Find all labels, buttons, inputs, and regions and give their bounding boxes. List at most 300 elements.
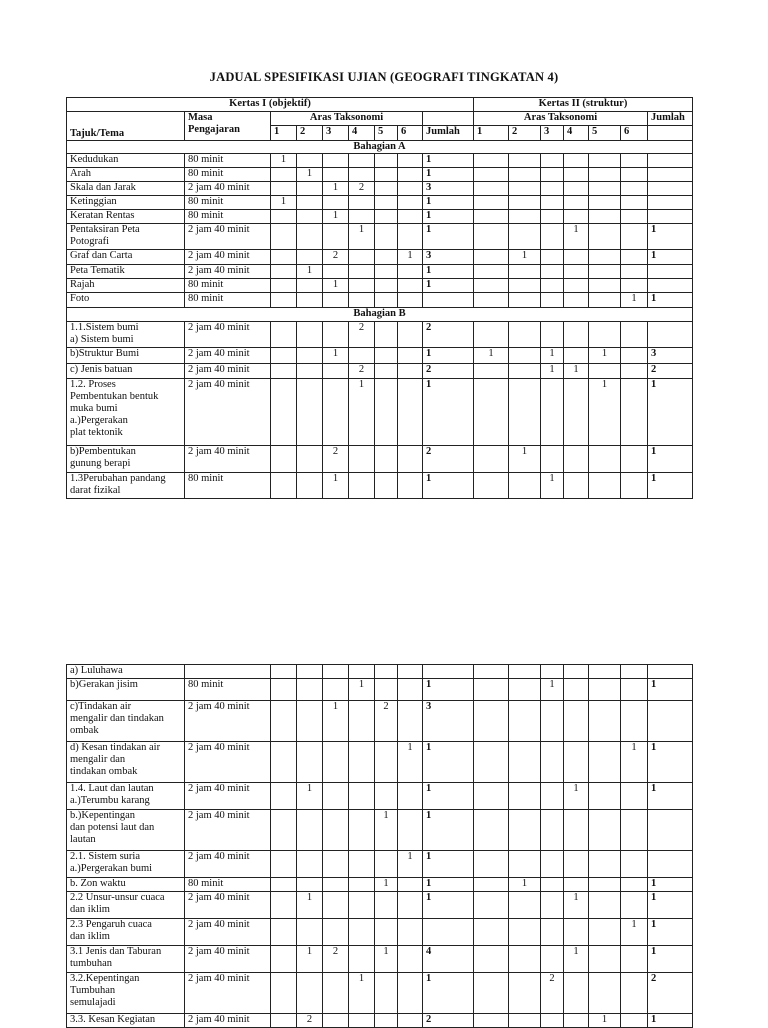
masa-cell: 2 jam 40 minit [185,224,271,250]
k1-level-cell [297,279,323,293]
k1-level-cell [375,279,398,293]
k2-level-cell [621,322,648,348]
k1-level-cell [323,379,349,446]
k1-level-cell [323,154,349,168]
k1-level-cell [375,348,398,364]
k1-level-cell [398,946,423,973]
section-b-header: Bahagian B [67,308,693,322]
k2-level-cell [541,379,564,446]
masa-cell: 2 jam 40 minit [185,322,271,348]
k1-level-cell [349,892,375,919]
k1-level-cell [375,182,398,196]
k1-jumlah-cell: 1 [423,473,474,499]
k1-jumlah-cell: 3 [423,182,474,196]
k1-level-cell [271,446,297,473]
k1-level-cell: 2 [323,250,349,265]
k2-level-cell [541,293,564,308]
k1-level-cell: 1 [323,348,349,364]
k1-level-cell [375,446,398,473]
k2-jumlah-cell: 1 [648,224,693,250]
topic-cell: 3.3. Kesan Kegiatan [67,1014,185,1028]
k2-level-cell [474,701,509,742]
k1-level-cell [323,196,349,210]
k1-level-cell [323,1014,349,1028]
k2-jumlah-cell [648,265,693,279]
k1-level-cell: 1 [297,265,323,279]
k2-level-cell [509,851,541,878]
k2-level-cell [564,250,589,265]
level-k2: 3 [541,126,564,141]
k2-level-cell [509,919,541,946]
specification-table-page2 [66,664,693,1028]
masa-cell: 2 jam 40 minit [185,348,271,364]
k2-level-cell [541,154,564,168]
k2-level-cell [621,182,648,196]
k2-level-cell [541,742,564,783]
k1-level-cell: 2 [349,182,375,196]
k1-level-cell: 2 [323,446,349,473]
level-k2: 6 [621,126,648,141]
k1-jumlah-cell: 1 [423,348,474,364]
k1-level-cell [297,665,323,679]
k1-level-cell [271,810,297,851]
k2-level-cell [589,679,621,701]
k1-level-cell: 1 [297,783,323,810]
k2-level-cell [541,851,564,878]
k2-level-cell [509,892,541,919]
k2-jumlah-cell [648,851,693,878]
topic-cell: 2.3 Pengaruh cuaca dan iklim [67,919,185,946]
masa-cell: 80 minit [185,279,271,293]
table-row [67,742,693,783]
k1-level-cell [349,783,375,810]
k2-jumlah-cell: 1 [648,946,693,973]
k1-level-cell [297,473,323,499]
masa-cell: 2 jam 40 minit [185,892,271,919]
k2-level-cell [589,265,621,279]
k1-level-cell [323,224,349,250]
k1-level-cell [349,250,375,265]
k1-level-cell [297,851,323,878]
table-row [67,293,693,308]
k2-level-cell [621,168,648,182]
k2-jumlah-cell [648,154,693,168]
k1-jumlah-cell: 1 [423,196,474,210]
k1-level-cell: 1 [375,878,398,892]
table-row [67,279,693,293]
k2-jumlah-cell: 1 [648,473,693,499]
topic-cell: Graf dan Carta [67,250,185,265]
k1-level-cell [297,322,323,348]
k1-level-cell [398,293,423,308]
k2-level-cell [589,168,621,182]
k2-level-cell [474,946,509,973]
masa-cell: 2 jam 40 minit [185,250,271,265]
k1-level-cell [271,783,297,810]
table-row [67,210,693,224]
table-row [67,379,693,446]
k1-level-cell [271,878,297,892]
topic-cell: b.)Kepentingan dan potensi laut dan lautan [67,810,185,851]
table-row [67,196,693,210]
k1-jumlah-cell: 1 [423,892,474,919]
k1-level-cell [297,379,323,446]
k1-level-cell [398,892,423,919]
k2-level-cell: 1 [589,1014,621,1028]
k1-level-cell [271,182,297,196]
jumlah-header-k1: Jumlah [423,126,474,141]
k1-level-cell [349,851,375,878]
table-row [67,348,693,364]
k2-level-cell [541,250,564,265]
k1-level-cell [398,473,423,499]
k2-level-cell: 1 [621,293,648,308]
k2-level-cell [509,473,541,499]
k1-level-cell [375,973,398,1014]
k2-level-cell [474,783,509,810]
k2-level-cell [474,224,509,250]
k1-level-cell [375,293,398,308]
k1-level-cell [297,973,323,1014]
k1-level-cell [271,919,297,946]
k1-level-cell [323,265,349,279]
topic-cell: Foto [67,293,185,308]
k1-jumlah-cell: 1 [423,851,474,878]
k1-level-cell [375,154,398,168]
k1-level-cell: 1 [297,946,323,973]
topic-cell: 1.3Perubahan pandang darat fizikal [67,473,185,499]
k1-level-cell [375,250,398,265]
k2-level-cell [474,742,509,783]
k1-level-cell [271,665,297,679]
masa-cell [185,665,271,679]
k2-level-cell [541,265,564,279]
k1-level-cell [271,265,297,279]
masa-cell: 2 jam 40 minit [185,446,271,473]
k2-jumlah-cell [648,196,693,210]
aras-header-k1: Aras Taksonomi [271,112,423,126]
k2-level-cell [589,322,621,348]
k1-level-cell [349,279,375,293]
k2-level-cell [509,224,541,250]
k2-level-cell [509,182,541,196]
masa-cell: 2 jam 40 minit [185,851,271,878]
k2-level-cell [509,168,541,182]
k2-level-cell [564,919,589,946]
k1-level-cell [398,348,423,364]
k2-level-cell [564,473,589,499]
topic-cell: a) Luluhawa [67,665,185,679]
k2-level-cell [621,210,648,224]
k2-level-cell [541,892,564,919]
masa-cell: 2 jam 40 minit [185,1014,271,1028]
k1-jumlah-cell [423,919,474,946]
k2-level-cell [589,364,621,379]
k1-jumlah-cell [423,293,474,308]
k1-level-cell [375,919,398,946]
masa-cell: 2 jam 40 minit [185,742,271,783]
k2-level-cell [589,973,621,1014]
k1-level-cell [398,224,423,250]
k2-level-cell [474,973,509,1014]
k1-level-cell [271,250,297,265]
k1-level-cell [398,265,423,279]
table-row [67,679,693,701]
k1-level-cell [398,182,423,196]
k2-level-cell [564,154,589,168]
k1-level-cell [398,279,423,293]
k1-level-cell [375,168,398,182]
k2-jumlah-cell: 1 [648,919,693,946]
masa-cell: 80 minit [185,154,271,168]
k1-level-cell: 1 [323,279,349,293]
k2-level-cell [474,279,509,293]
k2-jumlah-cell: 2 [648,973,693,1014]
masa-cell: 80 minit [185,293,271,308]
topic-cell: b)Gerakan jisim [67,679,185,701]
k1-jumlah-cell: 3 [423,701,474,742]
k1-level-cell [323,973,349,1014]
k1-level-cell [398,878,423,892]
k2-level-cell [509,1014,541,1028]
k1-level-cell [398,446,423,473]
k2-level-cell [621,878,648,892]
k2-level-cell: 1 [589,379,621,446]
k2-level-cell: 1 [541,679,564,701]
masa-cell: 2 jam 40 minit [185,973,271,1014]
k2-level-cell: 1 [564,224,589,250]
k2-level-cell: 1 [589,348,621,364]
k2-level-cell [621,946,648,973]
k1-jumlah-cell: 1 [423,168,474,182]
k2-level-cell [509,293,541,308]
k1-level-cell [398,810,423,851]
k1-level-cell [349,473,375,499]
masa-cell: 2 jam 40 minit [185,783,271,810]
k2-level-cell [541,946,564,973]
k2-level-cell [474,679,509,701]
k2-level-cell [621,379,648,446]
k1-level-cell [375,265,398,279]
k2-level-cell: 1 [541,348,564,364]
k2-level-cell [474,379,509,446]
k2-level-cell [541,810,564,851]
k1-level-cell [375,210,398,224]
topic-cell: 2.1. Sistem suria a.)Pergerakan bumi [67,851,185,878]
level-k1: 2 [297,126,323,141]
k1-level-cell [323,892,349,919]
k2-level-cell: 2 [541,973,564,1014]
k2-level-cell [474,919,509,946]
level-k2: 2 [509,126,541,141]
k2-level-cell [589,810,621,851]
k1-level-cell: 1 [323,182,349,196]
masa-cell: 2 jam 40 minit [185,946,271,973]
topic-cell: 1.2. Proses Pembentukan bentuk muka bumi a.)Pergerakan plat tektonik [67,379,185,446]
k2-level-cell [621,279,648,293]
k1-level-cell [271,348,297,364]
k1-level-cell [349,919,375,946]
k2-level-cell [509,742,541,783]
k1-level-cell [297,348,323,364]
kertas1-header: Kertas I (objektif) [67,98,474,112]
k2-level-cell [509,679,541,701]
k1-level-cell [375,196,398,210]
k1-level-cell [323,878,349,892]
k1-level-cell: 1 [349,679,375,701]
page-title: JADUAL SPESIFIKASI UJIAN (GEOGRAFI TINGKATAN 4) [209,70,559,84]
k2-level-cell [474,182,509,196]
k2-level-cell [564,1014,589,1028]
k1-level-cell [271,946,297,973]
k2-level-cell: 1 [541,364,564,379]
k1-level-cell: 1 [349,973,375,1014]
k1-level-cell: 1 [375,810,398,851]
k1-level-cell: 1 [349,379,375,446]
k2-jumlah-cell: 1 [648,679,693,701]
k1-level-cell [297,224,323,250]
k2-level-cell [621,196,648,210]
k1-jumlah-cell: 1 [423,783,474,810]
k1-level-cell [271,210,297,224]
k2-jumlah-cell: 1 [648,878,693,892]
k2-level-cell: 1 [474,348,509,364]
k2-level-cell [589,196,621,210]
k1-level-cell [271,1014,297,1028]
topic-cell: b)Struktur Bumi [67,348,185,364]
k1-level-cell [297,250,323,265]
k2-level-cell [474,851,509,878]
k2-level-cell [621,665,648,679]
k1-level-cell [398,379,423,446]
k1-level-cell [271,224,297,250]
level-k2: 4 [564,126,589,141]
k2-level-cell [509,810,541,851]
k1-level-cell [297,293,323,308]
k2-level-cell [564,665,589,679]
k1-jumlah-cell: 2 [423,446,474,473]
k2-level-cell [621,1014,648,1028]
k2-level-cell [474,810,509,851]
k2-level-cell [474,878,509,892]
k1-level-cell [323,665,349,679]
k2-level-cell [589,665,621,679]
k2-level-cell: 1 [541,473,564,499]
aras-header-k2: Aras Taksonomi [474,112,648,126]
k1-level-cell [271,168,297,182]
k1-level-cell [323,168,349,182]
topic-cell: Arah [67,168,185,182]
topic-cell: 2.2 Unsur-unsur cuaca dan iklim [67,892,185,919]
k2-level-cell [541,182,564,196]
k2-level-cell [541,665,564,679]
k2-level-cell [541,1014,564,1028]
table-row [67,701,693,742]
table-row [67,224,693,250]
topic-cell: b)Pembentukan gunung berapi [67,446,185,473]
k1-level-cell [375,851,398,878]
k1-level-cell [349,154,375,168]
table-row [67,1014,693,1028]
k2-level-cell [621,892,648,919]
masa-cell: 2 jam 40 minit [185,364,271,379]
k1-level-cell [349,665,375,679]
k2-jumlah-cell: 1 [648,892,693,919]
k1-level-cell [398,665,423,679]
k1-level-cell [375,783,398,810]
k1-level-cell: 2 [375,701,398,742]
k2-level-cell [564,182,589,196]
k2-level-cell [474,250,509,265]
k2-level-cell [474,168,509,182]
topic-cell: Keratan Rentas [67,210,185,224]
k2-level-cell [541,919,564,946]
k2-level-cell [474,196,509,210]
k2-level-cell [589,878,621,892]
k1-level-cell [349,265,375,279]
k1-level-cell [349,1014,375,1028]
k1-level-cell [375,322,398,348]
k1-level-cell: 1 [398,851,423,878]
k1-level-cell [271,679,297,701]
k2-level-cell [509,279,541,293]
k1-jumlah-cell: 1 [423,973,474,1014]
k2-level-cell: 1 [564,364,589,379]
k1-level-cell [271,322,297,348]
table-row [67,446,693,473]
table-row [67,154,693,168]
table-row [67,783,693,810]
k1-level-cell [375,224,398,250]
k2-level-cell [589,742,621,783]
k2-level-cell [474,665,509,679]
k1-level-cell [398,168,423,182]
k1-jumlah-cell: 2 [423,364,474,379]
table-row [67,810,693,851]
k1-jumlah-cell: 2 [423,1014,474,1028]
k1-level-cell [271,364,297,379]
table-row [67,919,693,946]
k1-level-cell [297,919,323,946]
level-k1: 3 [323,126,349,141]
k1-level-cell [297,364,323,379]
k1-level-cell [375,379,398,446]
k2-jumlah-cell: 1 [648,742,693,783]
k2-level-cell [541,783,564,810]
masa-cell: 80 minit [185,196,271,210]
k1-level-cell [349,168,375,182]
k1-level-cell [323,679,349,701]
topic-cell: 1.1.Sistem bumi a) Sistem bumi [67,322,185,348]
k1-level-cell [323,322,349,348]
k2-level-cell: 1 [564,892,589,919]
k2-level-cell [509,210,541,224]
k2-jumlah-cell [648,210,693,224]
masa-cell: 80 minit [185,878,271,892]
k2-level-cell [564,379,589,446]
k2-level-cell [621,973,648,1014]
k2-level-cell [621,224,648,250]
topic-cell: Skala dan Jarak [67,182,185,196]
k1-jumlah-cell: 3 [423,250,474,265]
k2-level-cell [564,293,589,308]
k2-jumlah-cell: 1 [648,1014,693,1028]
k2-level-cell: 1 [509,446,541,473]
table-row [67,878,693,892]
k1-level-cell [323,851,349,878]
k2-level-cell [509,946,541,973]
k2-level-cell: 1 [621,742,648,783]
